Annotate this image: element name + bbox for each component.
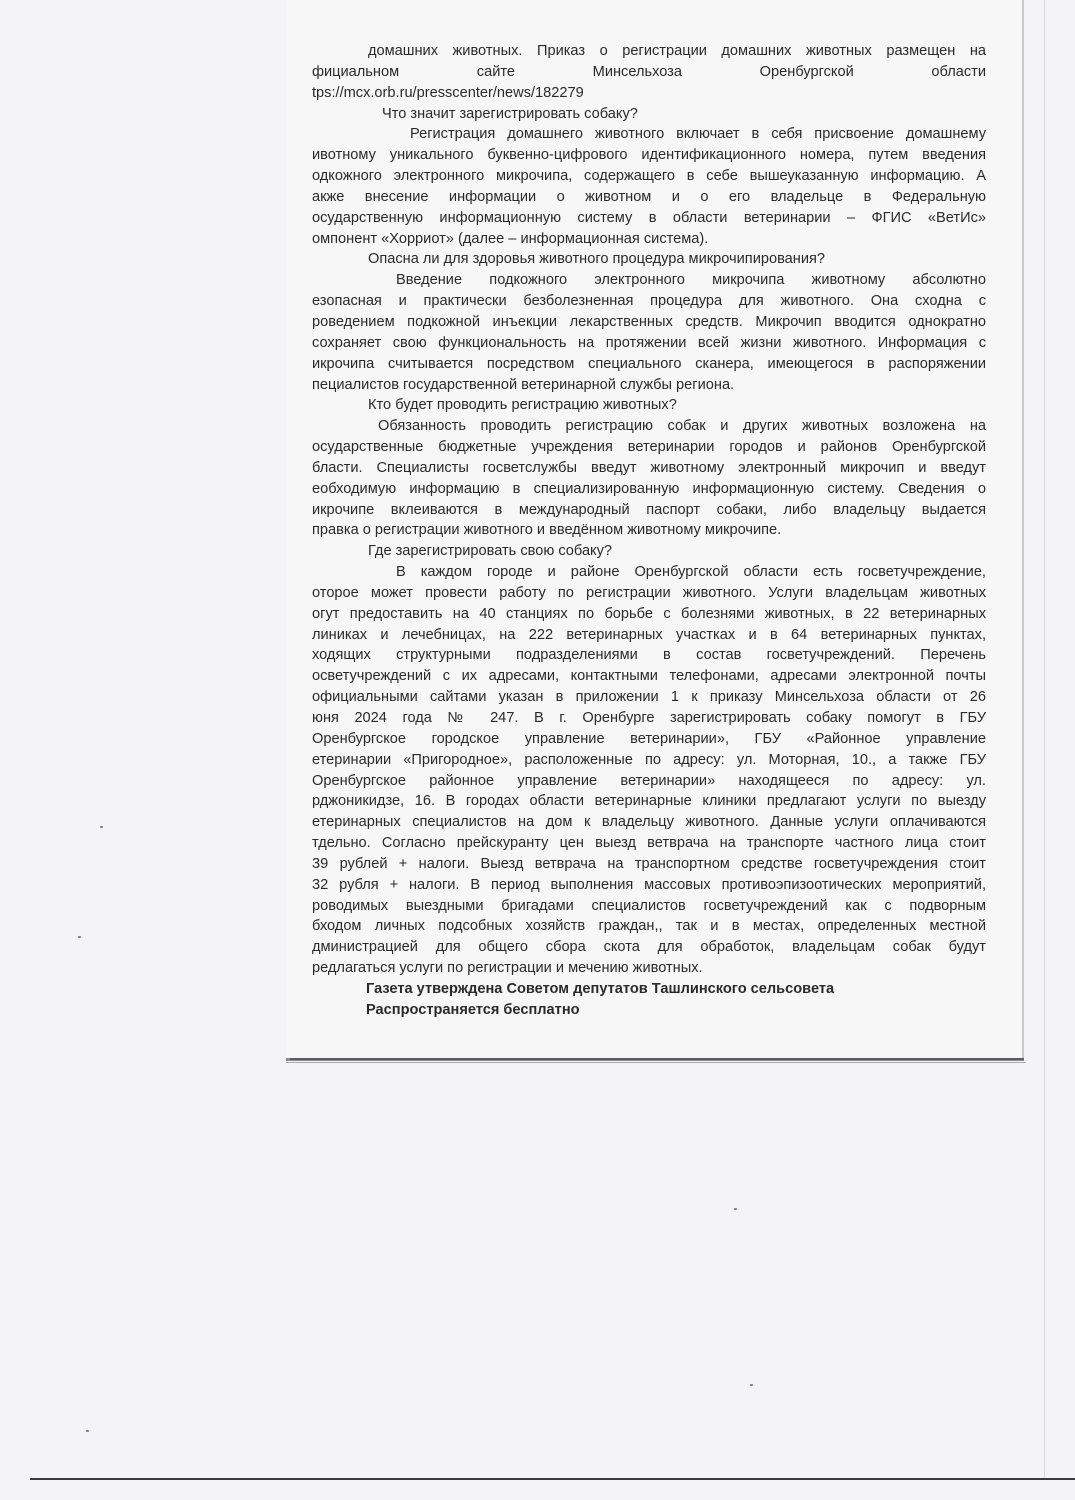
text-line: линиках и лечебницах, на 222 ветеринарных участках и в 64 ветеринарных пунктах,: [312, 626, 986, 643]
text-line: ивотному уникального буквенно-цифрового идентификационного номера, путем введения: [312, 147, 986, 164]
scan-speck: [86, 1430, 89, 1432]
text-line: езопасная и практически безболезненная процедура для животного. Она сходна с: [312, 293, 986, 310]
text-line: Оренбургское районное управление ветеринарии» находящееся по адресу: ул.: [312, 772, 986, 789]
section-question: Опасна ли для здоровья животного процедура микрочипирования?: [368, 251, 826, 268]
section-question: Где зарегистрировать свою собаку?: [368, 543, 613, 560]
text-line: Оренбургское городское управление ветеринарии», ГБУ «Районное управление: [312, 730, 986, 747]
text-line: Регистрация домашнего животного включает в себя присвоение домашнему: [410, 126, 986, 143]
page-bottom-border: [290, 1058, 1024, 1060]
text-line: бласти. Специалисты госветслужбы введут животному электронный микрочип и введут: [312, 459, 986, 476]
text-line: омпонент «Хорриот» (далее – информационная система).: [312, 230, 709, 247]
text-line: рджоникидзе, 16. В городах области ветеринарные клиники предлагают услуги по выезду: [312, 793, 986, 810]
footer-note: Газета утверждена Советом депутатов Ташлинского сельсовета: [366, 980, 835, 997]
scan-edge: [1044, 0, 1045, 1480]
section-question: Кто будет проводить регистрацию животных?: [368, 397, 677, 414]
article-text: [312, 41, 986, 1021]
text-line: дминистрацией для общего сбора скота для обработок, владельцам собак будут: [312, 939, 986, 956]
text-line: осударственные бюджетные учреждения ветеринарии городов и районов Оренбургской: [312, 439, 986, 456]
text-line: фициальном сайте Минсельхоза Оренбургской области: [312, 63, 986, 80]
text-line: tps://mcx.orb.ru/presscenter/news/182279: [312, 84, 584, 101]
text-line: роведением подкожной инъекции лекарственных средств. Микрочип вводится однократно: [312, 313, 986, 330]
text-line: икрочипа считывается посредством специального сканера, имеющегося в распоряжении: [312, 355, 986, 372]
text-line: акже внесение информации о животном и о его владельце в Федеральную: [312, 188, 986, 205]
text-line: Обязанность проводить регистрацию собак и других животных возложена на: [378, 418, 986, 435]
scan-speck: [734, 1208, 737, 1210]
text-line: осударственную информационную систему в области ветеринарии – ФГИС «ВетИс»: [312, 209, 986, 226]
scan-speck: [100, 826, 103, 828]
footer-note: Распространяется бесплатно: [366, 1001, 580, 1018]
text-line: официальными сайтами указан в приложении 1 к приказу Минсельхоза области от 26: [312, 689, 986, 706]
section-question: Что значит зарегистрировать собаку?: [382, 105, 638, 122]
text-line: етеринарии «Пригородное», расположенные по адресу: ул. Моторная, 10., а также ГБУ: [312, 751, 986, 768]
text-line: одкожного электронного микрочипа, содержащего в себе вышеуказанную информацию. А: [312, 168, 986, 185]
text-line: В каждом городе и районе Оренбургской области есть госветучреждение,: [396, 564, 986, 581]
text-line: огут предоставить на 40 станциях по борьбе с болезнями животных, в 22 ветеринарных: [312, 605, 986, 622]
text-line: бходом личных подсобных хозяйств граждан,, так и в местах, определенных местной: [312, 918, 986, 935]
text-line: редлагаться услуги по регистрации и мечению животных.: [312, 960, 703, 977]
text-line: ходящих структурными подразделениями в состав госветучреждений. Перечень: [312, 647, 986, 664]
text-line: юня 2024 года № 247. В г. Оренбурге зарегистрировать собаку помогут в ГБУ: [312, 710, 986, 726]
text-line: сохраняет свою функциональность на протяжении всей жизни животного. Информация с: [312, 334, 986, 351]
page-bottom-shadow: [286, 1062, 1026, 1063]
text-line: тдельно. Согласно прейскуранту цен выезд ветврача на транспорте частного лица стоит: [312, 835, 986, 852]
text-line: 32 рубля + налоги. В период выполнения массовых противоэпизоотических мероприятий,: [312, 876, 986, 893]
text-line: еобходимую информацию в специализированную информационную систему. Сведения о: [312, 480, 986, 497]
text-line: правка о регистрации животного и введённом животному микрочипе.: [312, 522, 782, 539]
text-line: Введение подкожного электронного микрочипа животному абсолютно: [396, 272, 986, 289]
text-line: 39 рублей + налоги. Выезд ветврача на транспортном средстве госветучреждения стоит: [312, 855, 986, 872]
text-line: осветучреждений с их адресами, контактными телефонами, адресами электронной почты: [312, 668, 986, 685]
text-line: роводимых выездными бригадами специалистов госветучреждений как с подворным: [312, 897, 986, 914]
text-line: пециалистов государственной ветеринарной службы региона.: [312, 376, 735, 393]
scan-speck: [750, 1384, 753, 1386]
text-line: домашних животных. Приказ о регистрации домашних животных размещен на: [368, 43, 986, 59]
scan-speck: [78, 936, 81, 938]
scan-bottom-rule: [30, 1478, 1075, 1480]
text-line: оторое может провести работу по регистрации животного. Услуги владельцам животных: [312, 584, 986, 601]
text-line: икрочипе вклеиваются в международный паспорт собаки, либо владельцу выдается: [312, 501, 986, 518]
text-line: етеринарных специалистов на дом к владельцу животного. Данные услуги оплачиваются: [312, 814, 986, 831]
